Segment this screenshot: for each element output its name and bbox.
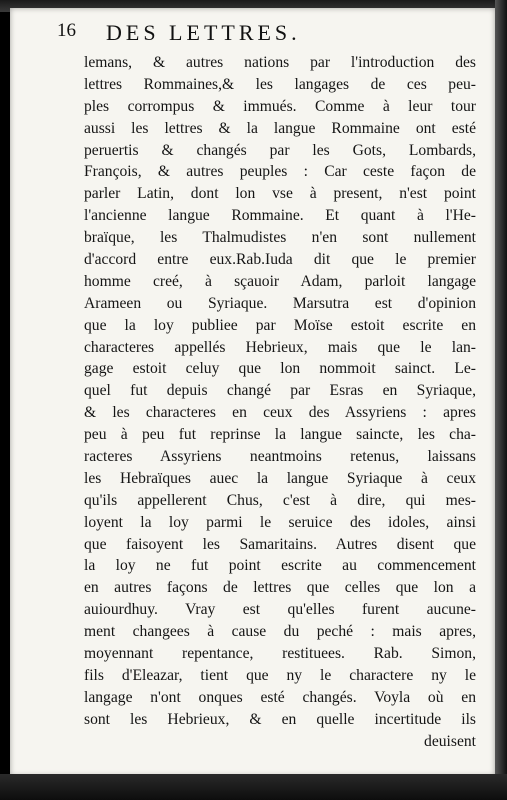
- text-line: moyennant repentance, restituees. Rab. Simon,: [84, 645, 476, 663]
- text-line: characteres appellés Hebrieux, mais que le lan-: [84, 338, 476, 356]
- text-line: & les characteres en ceux des Assyriens : apres: [84, 404, 476, 422]
- text-line: l'ancienne langue Rommaine. Et quant à l'He-: [84, 207, 476, 225]
- text-line: que faisoyent les Samaritains. Autres disent que: [84, 535, 476, 553]
- text-line: que la loy publiee par Moïse estoit escrite en: [84, 316, 476, 334]
- text-line: sont les Hebrieux, & en quelle incertitude ils: [84, 710, 476, 728]
- text-line: les Hebraïques auec la langue Syriaque à ceux: [84, 469, 476, 487]
- text-line: loyent la loy parmi le seruice des idoles, ainsi: [84, 513, 476, 531]
- text-line: aussi les lettres & la langue Rommaine ont esté: [84, 119, 476, 137]
- text-line: auiourdhuy. Vray est qu'elles furent aucune-: [84, 601, 476, 619]
- text-line: Arameen ou Syriaque. Marsutra est d'opinion: [84, 294, 476, 312]
- text-line: d'accord entre eux.Rab.Iuda dit que le premier: [84, 251, 476, 269]
- text-line: langage n'ont onques esté changés. Voyla où en: [84, 688, 476, 706]
- text-line: peu à peu fut reprinse la langue saincte, les cha-: [84, 426, 476, 444]
- text-line: homme creé, à sçauoir Adam, parloit langage: [84, 272, 476, 290]
- catchword: deuisent: [424, 732, 476, 750]
- text-line: racteres Assyriens neantmoins retenus, laissans: [84, 448, 476, 466]
- text-line: qu'ils appellerent Chus, c'est à dire, qui mes-: [84, 491, 476, 509]
- book-page: [10, 8, 495, 776]
- text-body: [84, 52, 476, 753]
- text-line: François, & autres peuples : Car ceste façon de: [84, 163, 476, 181]
- text-line: la loy ne fut point escrite au commencement: [84, 557, 476, 575]
- text-line: braïque, les Thalmudistes n'en sont nullement: [84, 229, 476, 247]
- page-number: 16: [57, 20, 76, 41]
- text-line: lettres Rommaines,& les langages de ces peu-: [84, 75, 476, 93]
- text-line: peruertis & changés par les Gots, Lombards,: [84, 141, 476, 159]
- text-line: ment changees à cause du peché : mais apres,: [84, 623, 476, 641]
- text-line: gage estoit celuy que lon nommoit sainct. Le-: [84, 360, 476, 378]
- scan-border-bottom: [0, 774, 507, 800]
- text-line: ples corrompus & immués. Comme à leur tour: [84, 97, 476, 115]
- scan-border-right: [495, 0, 507, 800]
- text-line: fils d'Eleazar, tient que ny le charactere ny le: [84, 666, 476, 684]
- text-line: quel fut depuis changé par Esras en Syriaque,: [84, 382, 476, 400]
- running-head: DES LETTRES.: [106, 20, 301, 45]
- text-line: parler Latin, dont lon vse à present, n'est point: [84, 185, 476, 203]
- text-line: en autres façons de lettres que celles que lon a: [84, 579, 476, 597]
- text-line: lemans, & autres nations par l'introduction des: [84, 54, 476, 71]
- page-header: [10, 20, 495, 48]
